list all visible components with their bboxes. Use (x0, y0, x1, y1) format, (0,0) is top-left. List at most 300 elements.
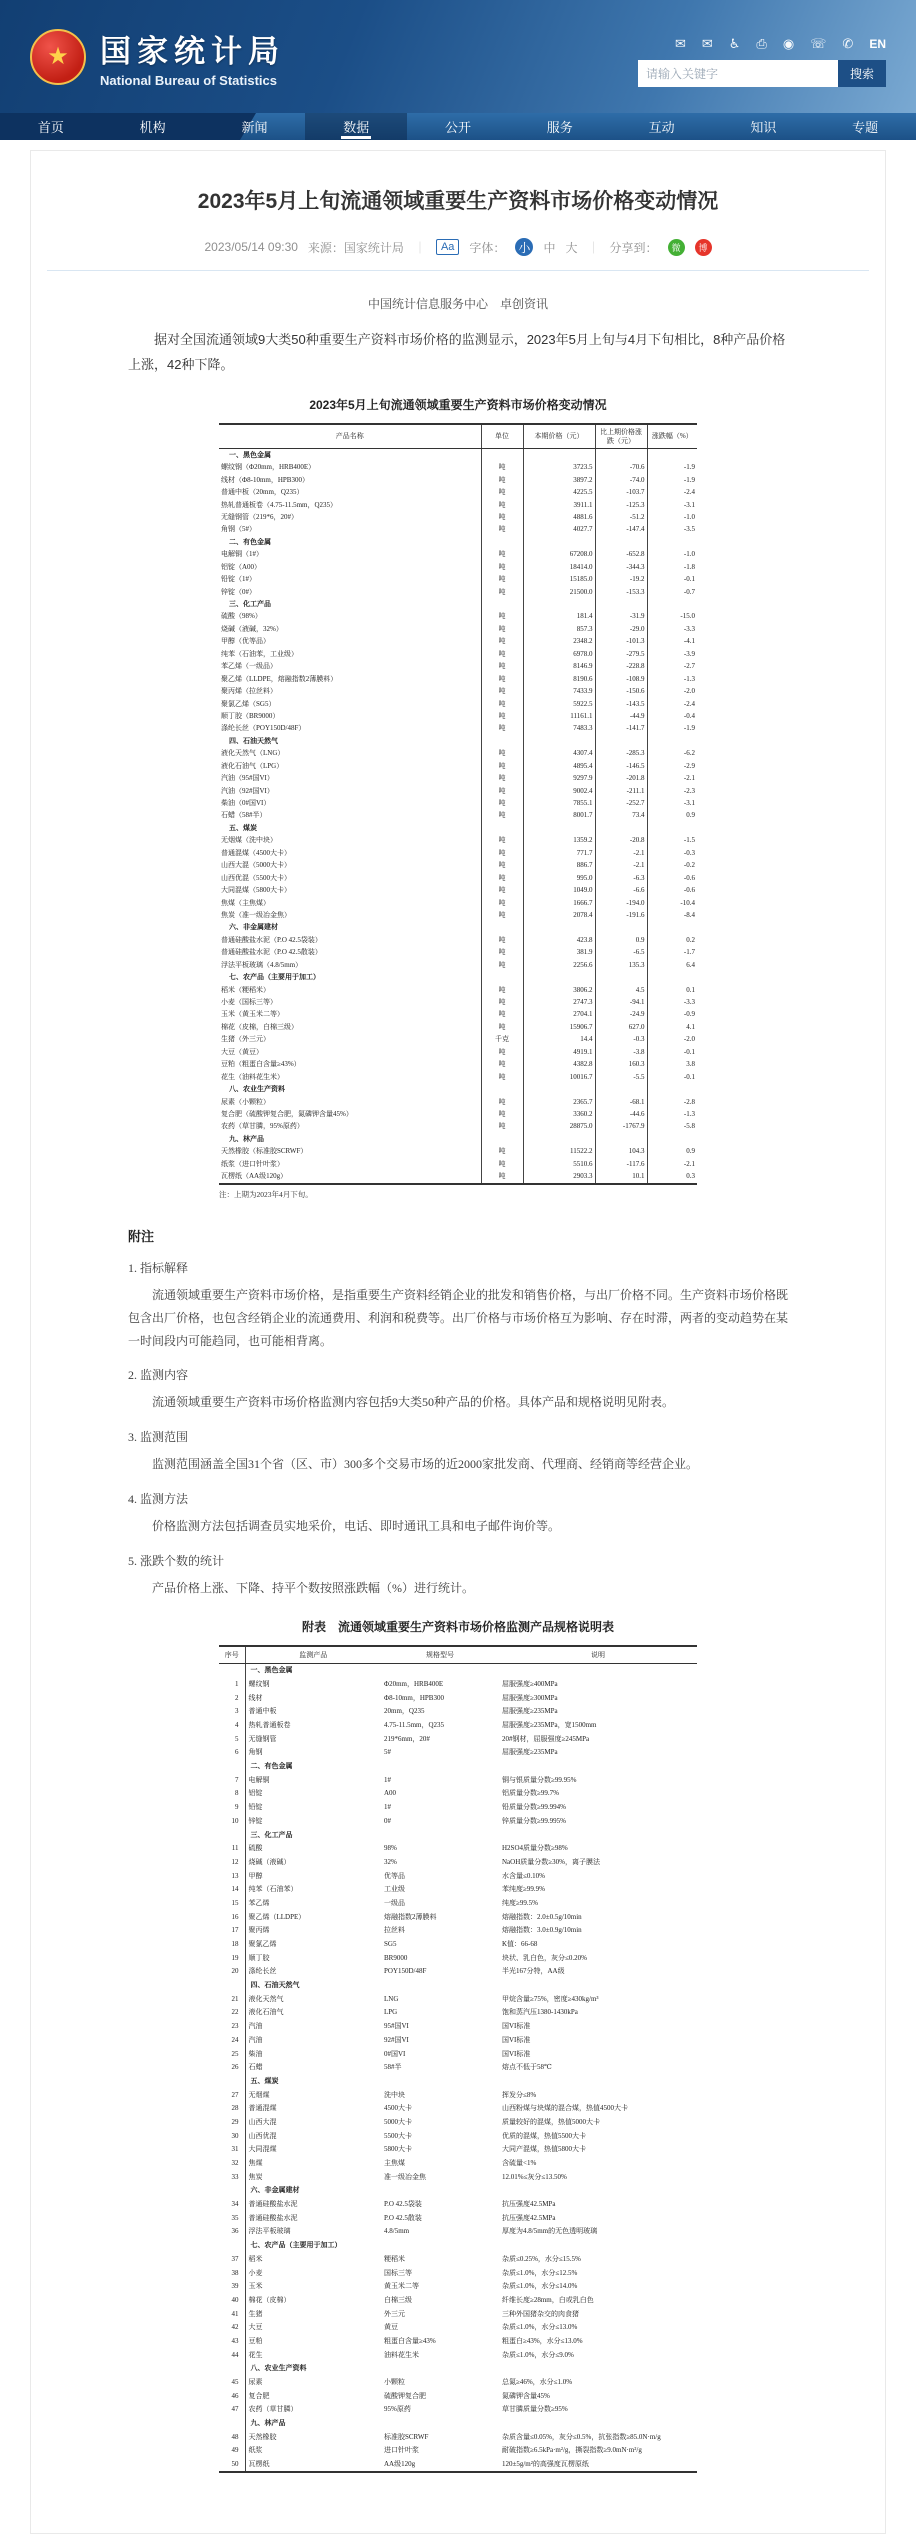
main-nav (0, 113, 916, 140)
unit-cell: 吨 (481, 760, 523, 772)
price-table-row (219, 997, 697, 1009)
section-name-cell: 七、农产品（主要用于加工） (229, 973, 320, 982)
language-toggle[interactable]: EN (869, 37, 886, 51)
section-name-cell: 八、农业生产资料 (229, 1085, 285, 1094)
change-cell: 10.1 (595, 1171, 647, 1184)
unit-cell: 吨 (481, 623, 523, 635)
price-table-row (219, 847, 697, 859)
spec-table-row (219, 2129, 697, 2143)
price-cell: 4027.7 (523, 524, 595, 536)
nav-item-knowledge[interactable]: 知识 (750, 120, 777, 135)
price-table-row (219, 511, 697, 523)
spec-table-row (219, 1705, 697, 1719)
change-cell: -29.0 (595, 623, 647, 635)
unit-cell: 吨 (481, 1121, 523, 1133)
index-cell: 4 (219, 1718, 245, 1732)
unit-cell: 吨 (481, 984, 523, 996)
unit-cell: 吨 (481, 723, 523, 735)
price-cell: 423.8 (523, 934, 595, 946)
unit-cell: 吨 (481, 686, 523, 698)
spec-table-row (219, 1801, 697, 1815)
price-cell: 18414.0 (523, 561, 595, 573)
spec-table-row (219, 2102, 697, 2116)
pct-cell: -3.5 (647, 524, 697, 536)
empty-cell (647, 449, 697, 462)
col-header-unit: 单位 (481, 424, 523, 449)
price-table-row (219, 686, 697, 698)
product-name-cell: 无烟煤 (248, 2090, 270, 2099)
pct-cell: 4.1 (647, 1021, 697, 1033)
price-cell: 2365.7 (523, 1096, 595, 1108)
empty-cell (481, 599, 523, 611)
pct-cell: -0.6 (647, 872, 697, 884)
price-cell: 3897.2 (523, 474, 595, 486)
spec-table-row (219, 1677, 697, 1691)
product-name-cell: 柴油 (248, 2049, 263, 2058)
product-name-cell: 小麦（国标三等） (221, 998, 277, 1007)
product-name-cell: 山西大混 (248, 2117, 277, 2126)
site-brand[interactable] (30, 26, 285, 88)
description-cell: 草甘膦质量分数≥95% (502, 2405, 568, 2414)
spec-cell: 拉丝料 (384, 1926, 405, 1935)
index-cell: 6 (219, 1746, 245, 1760)
product-name-cell: 普通硅酸盐水泥 (248, 2200, 298, 2209)
description-cell: 抗压强度42.5MPa (502, 2200, 556, 2209)
spec-table-title: 附表 流通领域重要生产资料市场价格监测产品规格说明表 (301, 1619, 614, 1634)
pct-cell: -1.9 (647, 723, 697, 735)
pct-cell: -1.0 (647, 549, 697, 561)
description-cell: NaOH质量分数≥30%，离子膜法 (502, 1857, 600, 1866)
pct-cell: -8.4 (647, 909, 697, 921)
note-item-text: 产品价格上涨、下降、持平个数按照涨跌幅（%）进行统计。 (152, 1580, 474, 1595)
search-button[interactable]: 搜索 (838, 60, 886, 87)
description-cell: 半光167分特，AA级 (502, 1967, 565, 1976)
note-item-title: 1. 指标解释 (128, 1261, 189, 1276)
subscribe-icon[interactable]: ✉ (701, 36, 713, 51)
spec-cell: 4.75-11.5mm，Q235 (384, 1721, 445, 1729)
unit-cell: 吨 (481, 1096, 523, 1108)
price-cell: 995.0 (523, 872, 595, 884)
index-cell: 12 (219, 1855, 245, 1869)
price-table-row (219, 1034, 697, 1046)
product-name-cell: 锌锭 (248, 1816, 263, 1825)
index-cell: 19 (219, 1951, 245, 1965)
product-name-cell: 甲醇（优等品） (221, 637, 270, 646)
price-table-row (219, 524, 697, 536)
price-cell: 21500.0 (523, 586, 595, 598)
pct-cell: -0.6 (647, 885, 697, 897)
spec-cell: 主焦煤 (384, 2159, 405, 2167)
weibo-share-icon[interactable]: 博 (695, 239, 712, 256)
price-cell: 181.4 (523, 611, 595, 623)
price-cell: 8190.6 (523, 673, 595, 685)
spec-cell: 洗中块 (384, 2090, 405, 2099)
empty-cell (219, 2239, 245, 2253)
index-cell: 29 (219, 2115, 245, 2129)
meta-divider (47, 270, 869, 271)
unit-cell: 吨 (481, 810, 523, 822)
unit-cell: 吨 (481, 586, 523, 598)
product-name-cell: 螺纹钢（Φ20mm，HRB400E） (221, 463, 316, 472)
description-cell: 大同产混煤，热值5800大卡 (502, 2145, 586, 2154)
spec-cell: 58#半 (384, 2063, 402, 2072)
price-section-row (219, 1133, 697, 1145)
product-name-cell: 普通中板 (248, 1707, 277, 1716)
price-cell: 8001.7 (523, 810, 595, 822)
index-cell: 33 (219, 2170, 245, 2184)
section-name-cell: 九、林产品 (229, 1134, 264, 1143)
description-cell: 厚度为4.8/5mm的无色透明玻璃 (502, 2227, 598, 2236)
spec-cell: 95%原药 (384, 2405, 411, 2414)
spec-section-row (219, 2362, 697, 2376)
description-cell: 氮磷钾含量45% (502, 2391, 550, 2400)
note-item-title: 5. 涨跌个数的统计 (128, 1553, 225, 1568)
index-cell: 3 (219, 1705, 245, 1719)
price-cell: 7483.3 (523, 723, 595, 735)
description-cell: 铜与银质量分数≥99.95% (502, 1775, 577, 1784)
index-cell: 47 (219, 2403, 245, 2417)
index-cell: 43 (219, 2334, 245, 2348)
spec-section-row (219, 2416, 697, 2430)
description-cell: 苯纯度≥99.9% (502, 1885, 545, 1894)
unit-cell: 吨 (481, 785, 523, 797)
description-cell: 屈服强度≥235MPa (502, 1707, 558, 1716)
product-name-cell: 角钢（5#） (221, 525, 256, 534)
index-cell: 1 (219, 1677, 245, 1691)
note-item-text: 价格监测方法包括调查员实地采价，电话、即时通讯工具和电子邮件询价等。 (152, 1519, 561, 1534)
pct-cell: -3.3 (647, 623, 697, 635)
font-medium-button[interactable]: 中 (543, 240, 556, 255)
price-cell: 2348.2 (523, 636, 595, 648)
product-name-cell: 汽油（92#国VI） (221, 786, 274, 795)
product-name-cell: 铅锭（1#） (221, 575, 256, 584)
price-table-row (219, 1046, 697, 1058)
change-cell: -44.9 (595, 710, 647, 722)
index-cell: 41 (219, 2307, 245, 2321)
spec-cell: 外三元 (384, 2309, 405, 2318)
spec-cell: 95#国VI (384, 2022, 409, 2031)
nav-item-orgs[interactable]: 机构 (139, 120, 166, 135)
price-table-title: 2023年5月上旬流通领域重要生产资料市场价格变动情况 (309, 397, 607, 412)
description-cell: 优质的混煤，热值5500大卡 (502, 2131, 586, 2140)
pct-cell: -3.9 (647, 648, 697, 660)
pct-cell: 3.8 (647, 1059, 697, 1071)
nav-item-disclosure[interactable]: 公开 (445, 120, 472, 135)
product-name-cell: 生猪（外三元） (221, 1035, 270, 1044)
product-name-cell: 普通中板（20mm，Q235） (221, 488, 304, 497)
section-name-cell: 三、化工产品 (229, 600, 271, 609)
pct-cell: -2.7 (647, 661, 697, 673)
description-cell: K值：66-68 (502, 1940, 538, 1948)
product-name-cell: 柴油（0#国VI） (221, 799, 271, 808)
change-cell: -70.6 (595, 462, 647, 474)
product-name-cell: 聚氯乙烯（SG5） (221, 699, 276, 708)
empty-cell (523, 822, 595, 834)
empty-cell (647, 536, 697, 548)
section-name-cell: 六、非金属建材 (229, 923, 278, 932)
price-table-body (219, 449, 697, 1184)
description-cell: 杂质≤1.0%，水分≤14.0% (502, 2282, 578, 2291)
spec-table-row (219, 2444, 697, 2458)
product-name-cell: 线材 (248, 1693, 263, 1702)
nav-item-interaction[interactable]: 互动 (648, 120, 675, 135)
index-cell: 7 (219, 1773, 245, 1787)
product-name-cell: 稻米 (248, 2254, 263, 2263)
product-name-cell: 大豆（黄豆） (221, 1047, 263, 1056)
col-header-spec: 规格型号 (381, 1646, 499, 1664)
change-cell: -150.6 (595, 686, 647, 698)
price-table-row (219, 798, 697, 810)
unit-cell: 吨 (481, 847, 523, 859)
empty-cell (647, 922, 697, 934)
spec-table-row (219, 2156, 697, 2170)
index-cell: 25 (219, 2047, 245, 2061)
pct-cell: -2.4 (647, 698, 697, 710)
product-name-cell: 浮法平板玻璃（4.8/5mm） (221, 960, 303, 969)
spec-cell: 32% (384, 1857, 397, 1866)
notes-heading: 附注 (128, 1229, 155, 1245)
price-table-row (219, 760, 697, 772)
pct-cell: -1.3 (647, 1108, 697, 1120)
spec-cell: Φ20mm，HRB400E (384, 1679, 444, 1688)
wechat-icon[interactable]: ✆ (842, 36, 854, 51)
price-cell: 5922.5 (523, 698, 595, 710)
pct-cell: -4.1 (647, 636, 697, 648)
change-cell: -279.5 (595, 648, 647, 660)
price-table-row (219, 1158, 697, 1170)
description-cell: 杂质≤1.0%，水分≤9.0% (502, 2350, 574, 2359)
empty-cell (219, 2416, 245, 2430)
product-name-cell: 玉米 (248, 2282, 263, 2291)
spec-cell: 5800大卡 (384, 2145, 412, 2154)
nav-item-news[interactable]: 新闻 (241, 120, 268, 135)
change-cell: 73.4 (595, 810, 647, 822)
product-name-cell: 热轧普通板卷 (248, 1721, 291, 1729)
note-item-text: 监测范围涵盖全国31个省（区、市）300多个交易市场的近2000家批发商、代理商、经销商等经营企业。 (152, 1457, 699, 1472)
spec-cell: 0# (384, 1816, 391, 1825)
empty-cell (523, 1084, 595, 1096)
description-cell: 三种外国猪杂交的肉食猪 (502, 2309, 579, 2318)
font-small-button[interactable]: 小 (515, 238, 533, 256)
product-name-cell: 涤纶长丝 (248, 1967, 277, 1976)
nav-item-services[interactable]: 服务 (546, 120, 573, 135)
font-box-icon[interactable]: Aa (436, 239, 459, 255)
pct-cell: -0.7 (647, 586, 697, 598)
product-name-cell: 聚乙烯（LLDPE，熔融指数2薄膜料） (221, 674, 338, 683)
spec-cell: 4500大卡 (384, 2104, 412, 2113)
search-input[interactable] (638, 60, 838, 87)
change-cell: -125.3 (595, 499, 647, 511)
font-large-button[interactable]: 大 (565, 240, 578, 255)
section-name-cell: 四、石油天然气 (250, 1981, 300, 1990)
unit-cell: 吨 (481, 997, 523, 1009)
pct-cell: 0.9 (647, 810, 697, 822)
product-name-cell: 石蜡 (248, 2063, 263, 2072)
section-name-cell: 一、黑色金属 (229, 450, 271, 459)
spec-table-row (219, 2061, 697, 2075)
pct-cell: -1.9 (647, 462, 697, 474)
price-cell: 4225.5 (523, 487, 595, 499)
index-cell: 15 (219, 1896, 245, 1910)
product-name-cell: 焦炭 (248, 2172, 263, 2181)
note-item-title: 2. 监测内容 (128, 1368, 189, 1383)
section-name-cell: 九、林产品 (250, 2419, 286, 2428)
description-cell: 国VI标准 (502, 2049, 531, 2058)
pct-cell: -2.9 (647, 760, 697, 772)
unit-cell: 吨 (481, 1021, 523, 1033)
product-name-cell: 玉米（黄玉米二等） (221, 1010, 284, 1019)
price-cell: 3360.2 (523, 1108, 595, 1120)
chatbot-icon[interactable]: ◉ (782, 36, 795, 51)
emblem-star-icon: ★ (47, 42, 69, 70)
wechat-share-icon[interactable]: 微 (668, 239, 685, 256)
product-name-cell: 硫酸（98%） (221, 612, 262, 621)
index-cell: 44 (219, 2348, 245, 2362)
product-name-cell: 聚氯乙烯 (248, 1940, 277, 1948)
weibo-icon[interactable]: ☏ (810, 36, 827, 51)
price-table-row (219, 1071, 697, 1083)
product-name-cell: 烧碱（液碱） (248, 1857, 291, 1866)
spec-cell: 黄豆 (384, 2323, 398, 2332)
nav-item-home[interactable]: 首页 (37, 120, 64, 135)
spec-table-row (219, 2307, 697, 2321)
price-cell: 10016.7 (523, 1071, 595, 1083)
spec-section-row (219, 2239, 697, 2253)
empty-cell (523, 922, 595, 934)
product-name-cell: 纯苯（石油苯，工业级） (221, 649, 298, 658)
fax-icon[interactable]: ⎙ (756, 36, 767, 51)
pct-cell: -0.1 (647, 1046, 697, 1058)
product-name-cell: 大同混煤（5800大卡） (221, 886, 291, 895)
change-cell: -652.8 (595, 549, 647, 561)
pct-cell: 6.4 (647, 959, 697, 971)
pct-cell: -0.2 (647, 860, 697, 872)
product-name-cell: 复合肥 (248, 2391, 270, 2400)
empty-cell (595, 1084, 647, 1096)
pct-cell: -0.1 (647, 1071, 697, 1083)
spec-cell: SG5 (384, 1940, 397, 1948)
price-cell: 6978.0 (523, 648, 595, 660)
description-cell: 120±5g/m²的高强度瓦楞原纸 (502, 2460, 589, 2469)
pct-cell: 0.2 (647, 934, 697, 946)
pct-cell: -1.7 (647, 947, 697, 959)
price-section-row (219, 599, 697, 611)
unit-cell: 吨 (481, 798, 523, 810)
spec-cell: 黄玉米二等 (384, 2282, 419, 2291)
price-cell: 15185.0 (523, 574, 595, 586)
meta-separator: ｜ (587, 240, 600, 255)
description-cell: 总氮≥46%，水分≤1.0% (502, 2378, 573, 2386)
empty-cell (595, 972, 647, 984)
empty-cell (219, 1828, 245, 1842)
product-name-cell: 甲醇 (248, 1871, 263, 1880)
spec-cell: 标准胶SCRWF (384, 2432, 429, 2441)
change-cell: -94.1 (595, 997, 647, 1009)
price-cell: 771.7 (523, 847, 595, 859)
empty-cell (595, 735, 647, 747)
price-cell: 2903.3 (523, 1171, 595, 1184)
product-name-cell: 电解铜（1#） (221, 550, 263, 559)
change-cell: -153.3 (595, 586, 647, 598)
spec-table-row (219, 1951, 697, 1965)
nav-item-topics[interactable]: 专题 (852, 120, 879, 135)
description-cell: 山西粉煤与块煤的混合煤，热值4500大卡 (502, 2104, 628, 2113)
price-cell: 4919.1 (523, 1046, 595, 1058)
index-cell: 10 (219, 1814, 245, 1828)
empty-cell (481, 536, 523, 548)
col-header-price: 本期价格（元） (523, 424, 595, 449)
index-cell: 2 (219, 1691, 245, 1705)
site-title-en: National Bureau of Statistics (100, 72, 277, 88)
change-cell: -146.5 (595, 760, 647, 772)
price-table-row (219, 611, 697, 623)
empty-cell (595, 599, 647, 611)
empty-cell (481, 822, 523, 834)
price-cell: 3911.1 (523, 499, 595, 511)
change-cell: -252.7 (595, 798, 647, 810)
product-name-cell: 无缝钢管 (248, 1734, 277, 1743)
product-name-cell: 尿素 (248, 2378, 263, 2386)
description-cell: 杂质≤1.0%，水分≤12.5% (502, 2268, 578, 2277)
description-cell: 屈服强度≥300MPa (502, 1693, 558, 1702)
description-cell: 屈服强度≥400MPa (502, 1679, 558, 1688)
product-name-cell: 农药（草甘膦） (248, 2405, 298, 2414)
price-table-row (219, 810, 697, 822)
spec-cell: 5000大卡 (384, 2117, 412, 2126)
spec-cell: 油料花生米 (384, 2350, 419, 2359)
empty-cell (647, 735, 697, 747)
notes-list (128, 1259, 788, 1600)
product-name-cell: 山西优混（5500大卡） (221, 873, 291, 882)
product-name-cell: 液化天然气 (248, 1994, 284, 2003)
change-cell: -20.8 (595, 835, 647, 847)
spec-cell: 1# (384, 1775, 391, 1784)
price-cell: 1049.0 (523, 885, 595, 897)
index-cell: 50 (219, 2458, 245, 2473)
empty-cell (481, 1133, 523, 1145)
product-name-cell: 稻米（粳稻米） (221, 985, 270, 994)
description-cell: 块状、乳白色，灰分≤0.20% (502, 1953, 587, 1962)
price-section-row (219, 536, 697, 548)
change-cell: -31.9 (595, 611, 647, 623)
index-cell: 24 (219, 2033, 245, 2047)
font-size-label: 字体： (469, 240, 506, 255)
price-cell: 7855.1 (523, 798, 595, 810)
spec-cell: LNG (384, 1994, 399, 2003)
spec-cell: 0#国VI (384, 2049, 406, 2058)
product-name-cell: 豆粕（粗蛋白含量≥43%） (221, 1060, 301, 1069)
index-cell: 8 (219, 1787, 245, 1801)
change-cell: -1767.9 (595, 1121, 647, 1133)
price-section-row (219, 972, 697, 984)
price-table-row (219, 785, 697, 797)
index-cell: 16 (219, 1910, 245, 1924)
price-table-row (219, 549, 697, 561)
nav-item-data[interactable]: 数据 (305, 113, 407, 140)
product-name-cell: 棉花（皮棉） (248, 2295, 291, 2304)
index-cell: 23 (219, 2020, 245, 2034)
accessibility-icon[interactable]: ♿ (728, 36, 741, 51)
article-meta (31, 238, 885, 256)
mail-icon[interactable]: ✉ (674, 36, 686, 51)
product-name-cell: 铅锭 (248, 1803, 263, 1812)
price-table-row (219, 934, 697, 946)
unit-cell: 吨 (481, 1146, 523, 1158)
price-table-row (219, 984, 697, 996)
content-card (30, 150, 886, 2534)
unit-cell: 吨 (481, 947, 523, 959)
unit-cell: 吨 (481, 673, 523, 685)
